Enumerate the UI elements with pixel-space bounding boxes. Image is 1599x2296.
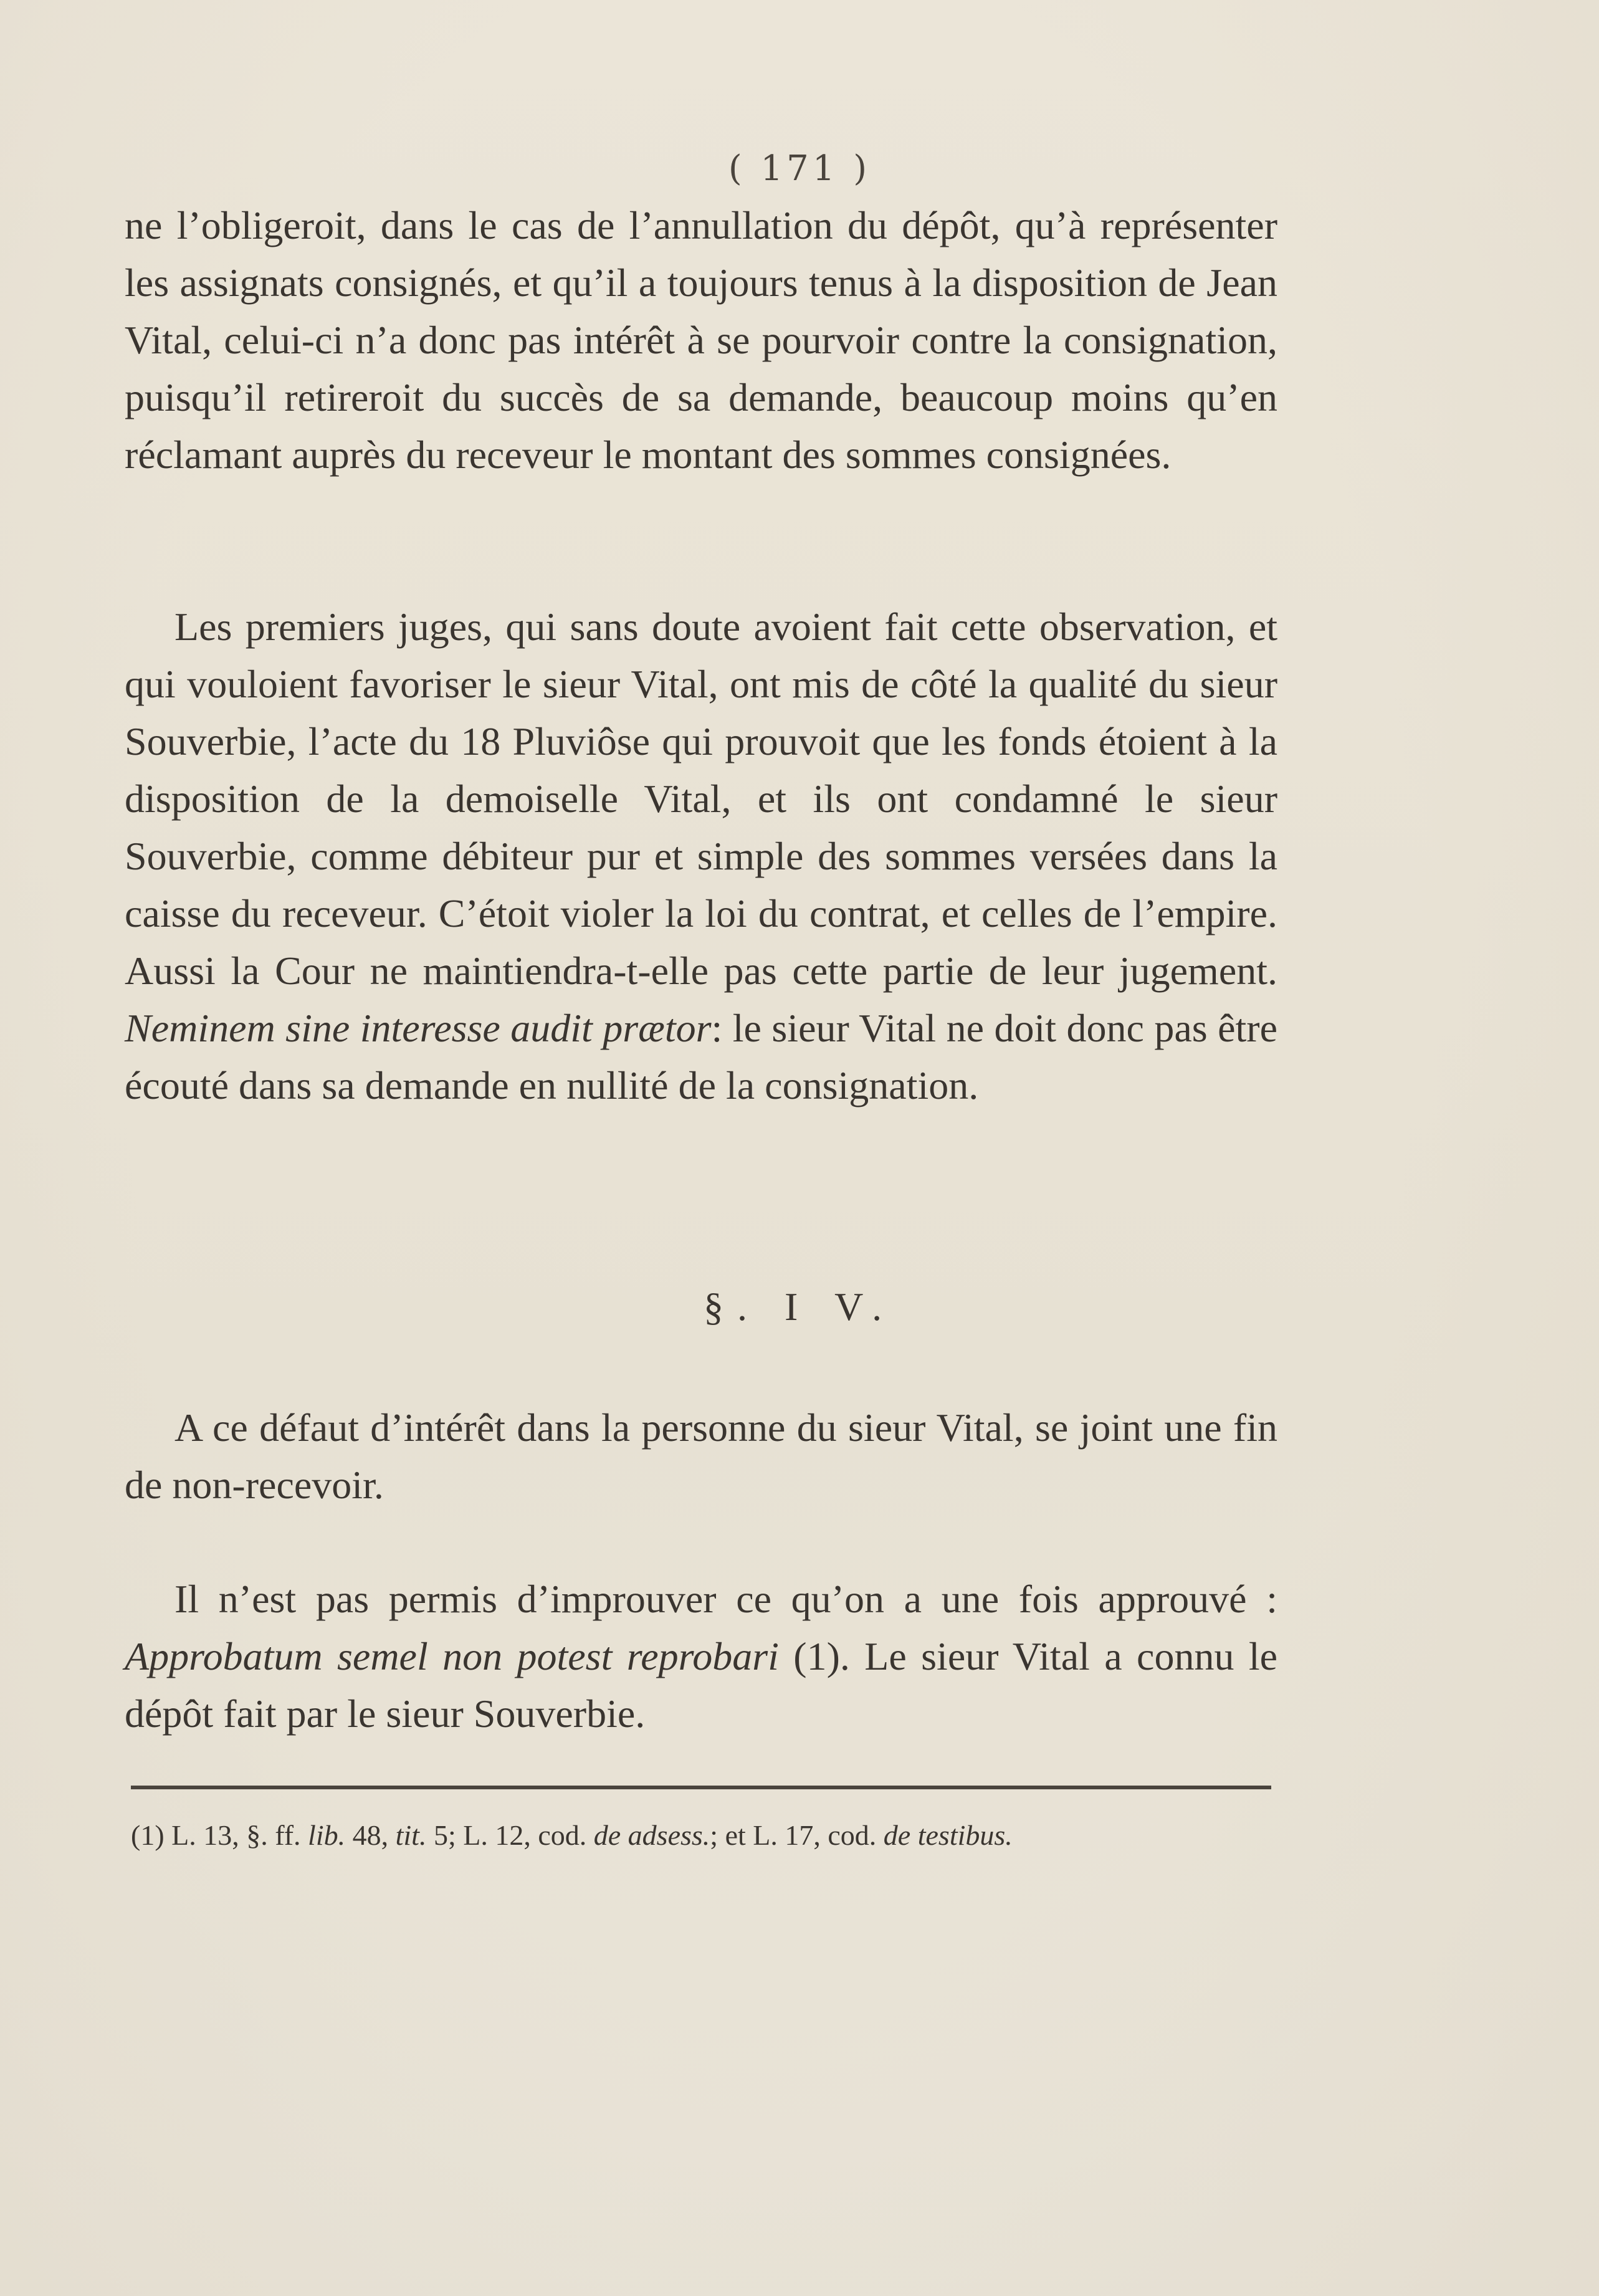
paragraph-4 — [125, 1571, 1277, 1743]
footnote-part3: 5; L. 12, cod. — [426, 1819, 594, 1851]
footnote-divider — [131, 1786, 1271, 1789]
footnote-part2: 48, — [345, 1819, 396, 1851]
footnote-italic2: tit. — [395, 1819, 427, 1851]
footnote-italic3: de adsess. — [593, 1819, 710, 1851]
section-heading: §. I V. — [703, 1284, 896, 1329]
paragraph-1-text: ne l’obligeroit, dans le cas de l’annullation du dépôt, qu’à représenter les assignats consignés, et qu’il a toujours tenus à la disposition de Jean Vital, celui-ci n’a donc pas intérêt à se pourvoir contre la consignation, puisqu’il retireroit du succès de sa demande, beaucoup moins qu’en réclamant auprès du receveur le montant des sommes consignées. — [125, 203, 1277, 477]
footnote-part1: (1) L. 13, §. ff. — [131, 1819, 308, 1851]
footnote — [131, 1810, 1271, 1860]
paragraph-2-latin-quote: Neminem sine interesse audit prætor — [125, 1006, 712, 1050]
paragraph-1 — [125, 197, 1277, 484]
paragraph-4-latin-quote: Approbatum semel non potest reprobari — [125, 1634, 779, 1678]
paragraph-2-text — [125, 598, 1277, 1114]
paragraph-3-text: A ce défaut d’intérêt dans la personne du sieur Vital, se joint une fin de non-recevoir. — [125, 1405, 1277, 1507]
paragraph-2 — [125, 598, 1277, 1114]
paragraph-4-text-part2: (1). Le sieur Vital a connu le dépôt fait par le sieur Souverbie. — [125, 1634, 1277, 1736]
paragraph-3 — [125, 1399, 1277, 1514]
paragraph-2-text-part1: Les premiers juges, qui sans doute avoient fait cette observation, et qui vouloient favoriser le sieur Vital, ont mis de côté la qualité du sieur Souverbie, l’acte du 18 Pluviôse qui prouvoit que les fonds étoient à la disposition de la demoiselle Vital, et ils ont condamné le sieur Souverbie, comme débiteur pur et simple des sommes versées dans la caisse du receveur. C’étoit violer la loi du contrat, et celles de l’empire. Aussi la Cour ne maintiendra-t-elle pas cette partie de leur jugement. — [125, 605, 1277, 993]
page-number: ( 171 ) — [728, 148, 871, 189]
footnote-part4: ; et L. 17, cod. — [710, 1819, 884, 1851]
paragraph-4-text-part1: Il n’est pas permis d’improuver ce qu’on a une fois approuvé : — [174, 1577, 1277, 1621]
footnote-italic1: lib. — [308, 1819, 346, 1851]
paragraph-2-text-part2: : le sieur Vital ne doit donc pas être écouté dans sa demande en nullité de la consignation. — [125, 1006, 1278, 1107]
paragraph-4-text — [125, 1571, 1277, 1743]
footnote-italic4: de testibus. — [883, 1819, 1013, 1851]
